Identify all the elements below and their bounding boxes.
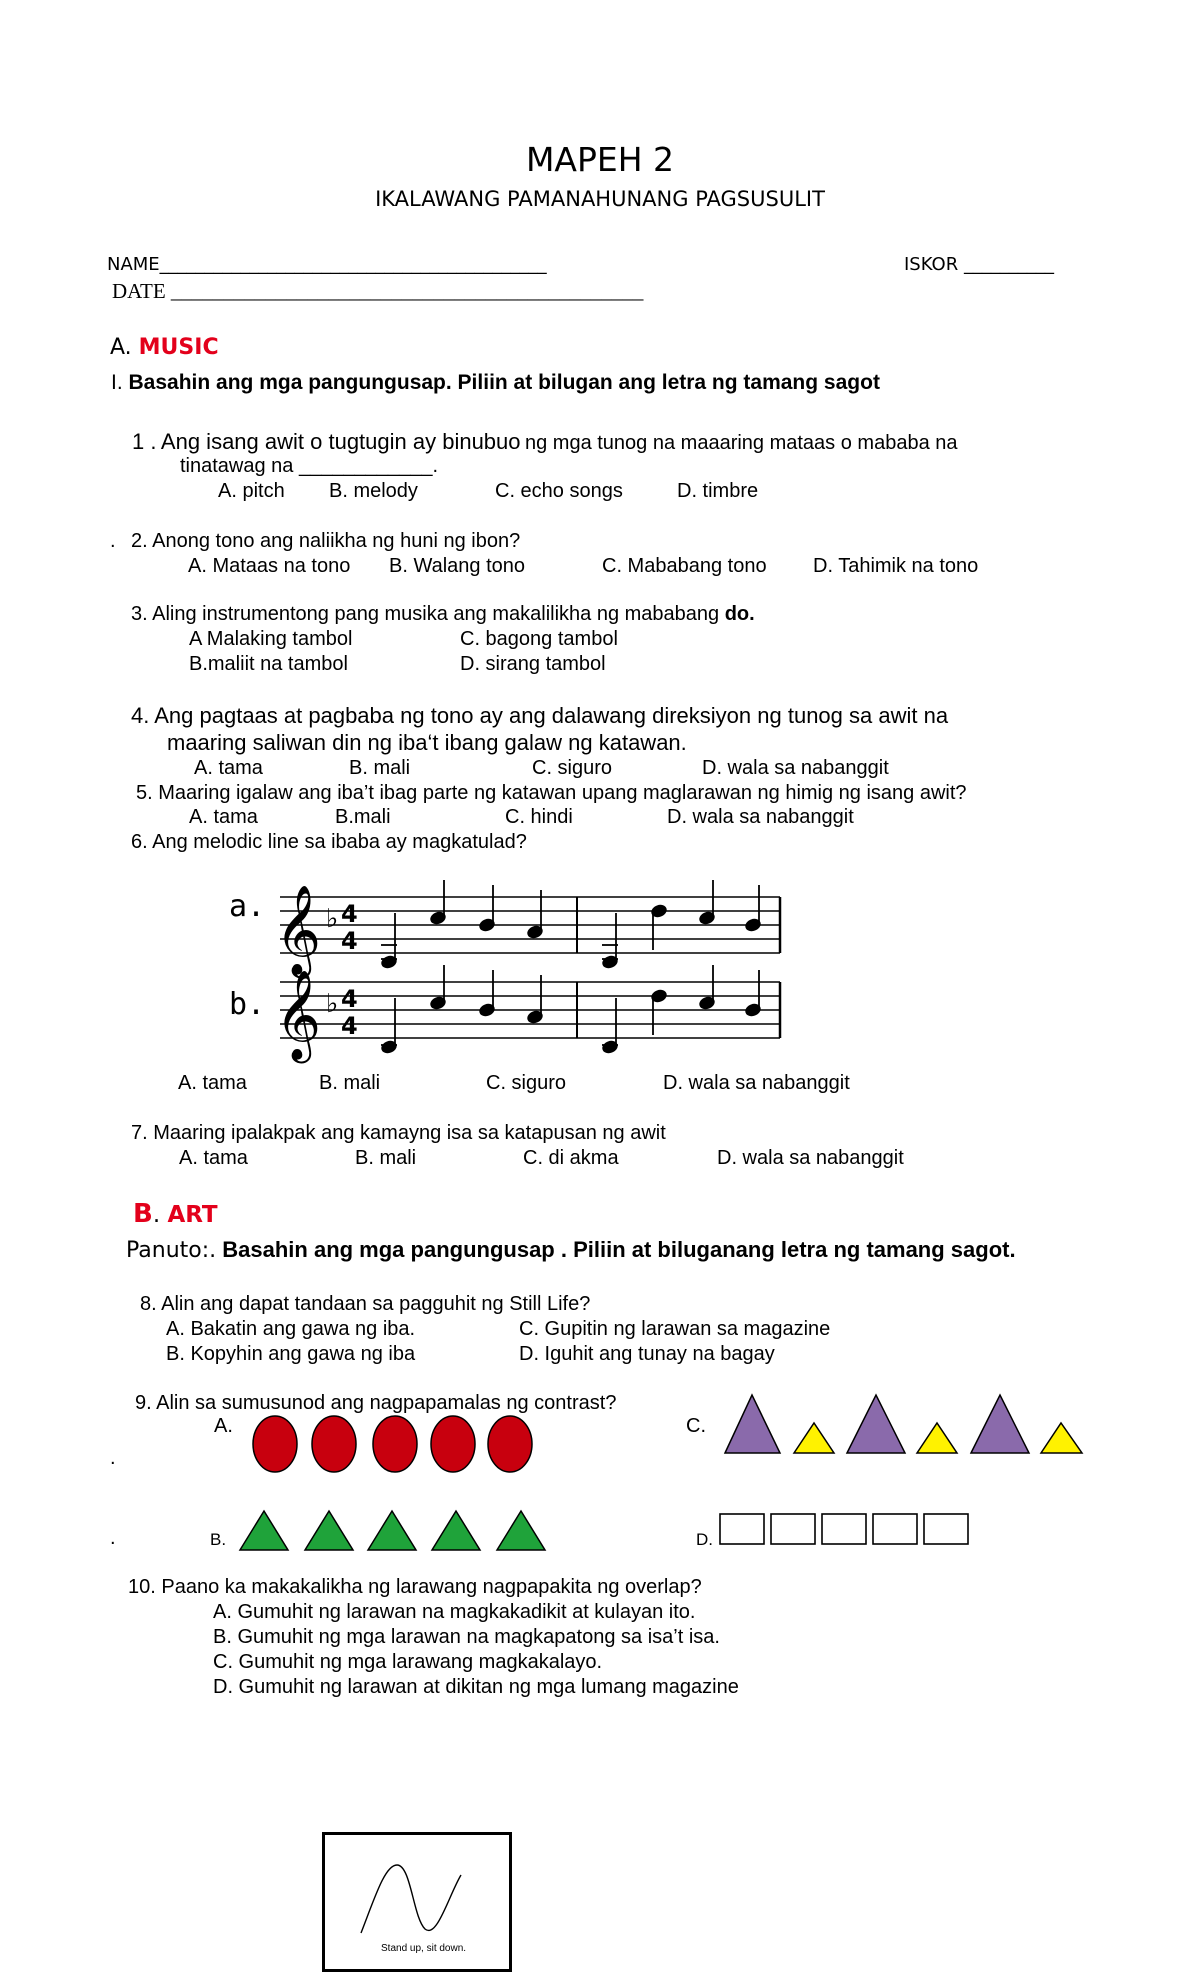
q9-label-d[interactable]: D. xyxy=(696,1530,713,1549)
empty-square xyxy=(720,1514,764,1544)
q6-choice-b[interactable]: B. mali xyxy=(319,1072,381,1094)
q9-text: 9. Alin sa sumusunod ang nagpapamalas ng contrast? xyxy=(135,1392,617,1414)
q9-margin-dot-1: . xyxy=(110,1447,116,1469)
melodic-line-figure xyxy=(225,880,790,1065)
q7-text: 7. Maaring ipalakpak ang kamayng isa sa katapusan ng awit xyxy=(131,1122,666,1144)
q4-choice-c[interactable]: C. siguro xyxy=(532,757,613,779)
q5-choice-a[interactable]: A. tama xyxy=(189,806,258,828)
q8-choice-c[interactable]: C. Gupitin ng larawan sa magazine xyxy=(519,1318,831,1340)
q3-bold-word: do. xyxy=(724,603,755,625)
q2-choice-a[interactable]: A. Mataas na tono xyxy=(188,555,351,577)
question-1 xyxy=(132,429,958,455)
q3-choice-a[interactable]: A Malaking tambol xyxy=(189,628,353,650)
name-field[interactable]: NAME___________________________________________ xyxy=(107,254,547,275)
time-sig-b-top: 4 xyxy=(341,985,358,1013)
q3-text xyxy=(131,603,755,626)
q7-choice-b[interactable]: B. mali xyxy=(355,1147,417,1169)
time-sig-a-bottom: 4 xyxy=(341,927,358,955)
q6-text: 6. Ang melodic line sa ibaba ay magkatulad? xyxy=(131,831,527,853)
q1-text-a: Ang isang awit o tugtugin ay binubuo xyxy=(160,429,521,454)
q4-text-b: maaring saliwan din ng iba‘t ibang galaw ng katawan. xyxy=(167,730,687,755)
q3-text-main: 3. Aling instrumentong pang musika ang makalilikha ng mababang xyxy=(131,603,720,625)
q5-choice-d[interactable]: D. wala sa nabanggit xyxy=(667,806,854,828)
q1-choice-d[interactable]: D. timbre xyxy=(677,480,759,502)
red-oval xyxy=(253,1416,297,1472)
art-instruction-text: Basahin ang mga pangungusap . Piliin at biluganang letra ng tamang sagot. xyxy=(222,1237,1016,1262)
empty-square xyxy=(822,1514,866,1544)
purple-triangle xyxy=(725,1395,780,1453)
instruction-number: I. xyxy=(111,371,123,394)
green-triangle xyxy=(240,1511,288,1550)
green-triangle xyxy=(432,1511,480,1550)
red-oval xyxy=(431,1416,475,1472)
purple-triangle xyxy=(971,1395,1029,1453)
q3-choice-c[interactable]: C. bagong tambol xyxy=(460,628,618,650)
q5-choice-c[interactable]: C. hindi xyxy=(505,806,573,828)
q9-label-c[interactable]: C. xyxy=(686,1415,706,1437)
green-triangle xyxy=(497,1511,545,1550)
q2-text: 2. Anong tono ang naliikha ng huni ng ibon? xyxy=(131,530,521,552)
page-subtitle: IKALAWANG PAMANAHUNANG PAGSUSULIT xyxy=(375,187,825,211)
page-title: MAPEH 2 xyxy=(525,140,675,179)
yellow-triangle xyxy=(917,1423,957,1453)
red-oval xyxy=(488,1416,532,1472)
q10-choice-b[interactable]: B. Gumuhit ng mga larawan na magkapatong sa isa’t isa. xyxy=(213,1626,720,1648)
q9-option-d-squares[interactable] xyxy=(718,1512,978,1548)
q9-option-a-ovals[interactable] xyxy=(248,1413,538,1477)
q10-choice-c[interactable]: C. Gumuhit ng mga larawang magkakalayo. xyxy=(213,1651,603,1673)
staff-b-label: b. xyxy=(229,987,266,1022)
music-letter: A. xyxy=(110,335,132,360)
staff-a-label: a. xyxy=(229,889,266,924)
art-dot: . xyxy=(152,1202,161,1228)
wave-image-box xyxy=(322,1832,512,1972)
q3-choice-d[interactable]: D. sirang tambol xyxy=(460,653,606,675)
score-field[interactable]: ISKOR __________ xyxy=(904,254,1054,275)
q6-choice-c[interactable]: C. siguro xyxy=(486,1072,567,1094)
empty-square xyxy=(924,1514,968,1544)
q9-label-a[interactable]: A. xyxy=(214,1415,233,1437)
art-section-heading xyxy=(133,1199,218,1229)
q7-choice-a[interactable]: A. tama xyxy=(179,1147,248,1169)
music-section-heading xyxy=(110,335,219,360)
flat-icon-b: ♭ xyxy=(326,989,339,1019)
q8-choice-b[interactable]: B. Kopyhin ang gawa ng iba xyxy=(166,1343,416,1365)
art-letter: B xyxy=(133,1199,153,1229)
instruction-text: Basahin ang mga pangungusap. Piliin at bilugan ang letra ng tamang sagot xyxy=(128,371,880,394)
art-instruction xyxy=(126,1237,1016,1263)
q10-choice-d[interactable]: D. Gumuhit ng larawan at dikitan ng mga lumang magazine xyxy=(213,1676,739,1698)
q9-option-b-triangles[interactable] xyxy=(236,1504,556,1554)
q1-choice-a[interactable]: A. pitch xyxy=(218,480,285,502)
music-label: MUSIC xyxy=(138,335,219,360)
art-label: ART xyxy=(167,1202,218,1228)
empty-square xyxy=(873,1514,917,1544)
q10-text: 10. Paano ka makakalikha ng larawang nagpapakita ng overlap? xyxy=(128,1576,702,1598)
treble-clef-icon-b: 𝄞 xyxy=(275,970,322,1060)
red-oval xyxy=(373,1416,417,1472)
music-instruction xyxy=(111,371,880,395)
q2-choice-b[interactable]: B. Walang tono xyxy=(389,555,526,577)
q2-choice-c[interactable]: C. Mababang tono xyxy=(602,555,767,577)
q8-text: 8. Alin ang dapat tandaan sa pagguhit ng Still Life? xyxy=(140,1293,591,1315)
q2-margin-dot: . xyxy=(110,530,116,552)
q9-margin-dot-2: . xyxy=(110,1527,116,1549)
q2-choice-d[interactable]: D. Tahimik na tono xyxy=(813,555,979,577)
q6-choice-d[interactable]: D. wala sa nabanggit xyxy=(663,1072,850,1094)
q4-text-a: 4. Ang pagtaas at pagbaba ng tono ay ang dalawang direksiyon ng tunog sa awit na xyxy=(131,703,949,728)
q4-choice-a[interactable]: A. tama xyxy=(194,757,263,779)
q4-choice-b[interactable]: B. mali xyxy=(349,757,411,779)
art-instruction-lead: Panuto:. xyxy=(126,1238,217,1263)
yellow-triangle xyxy=(1041,1423,1082,1453)
time-sig-a-top: 4 xyxy=(341,900,358,928)
q1-choice-b[interactable]: B. melody xyxy=(329,480,418,502)
q9-option-c-triangles[interactable] xyxy=(720,1390,1090,1458)
treble-clef-icon-a: 𝄞 xyxy=(275,885,322,975)
date-field[interactable]: DATE _____________________________________________ xyxy=(112,279,644,303)
empty-square xyxy=(771,1514,815,1544)
q8-choice-d[interactable]: D. Iguhit ang tunay na bagay xyxy=(519,1343,775,1365)
q5-choice-b[interactable]: B.mali xyxy=(335,806,391,828)
q9-label-b[interactable]: B. xyxy=(210,1530,227,1549)
q8-choice-a[interactable]: A. Bakatin ang gawa ng iba. xyxy=(166,1318,416,1340)
q1-choice-c[interactable]: C. echo songs xyxy=(495,480,623,502)
q7-choice-c[interactable]: C. di akma xyxy=(523,1147,619,1169)
q1-text-c: tinatawag na ____________. xyxy=(180,455,439,477)
purple-triangle xyxy=(847,1395,905,1453)
q1-number: 1 . xyxy=(132,429,157,454)
green-triangle xyxy=(368,1511,416,1550)
yellow-triangle xyxy=(794,1423,834,1453)
q3-choice-b[interactable]: B.maliit na tambol xyxy=(189,653,348,675)
q4-choice-d[interactable]: D. wala sa nabanggit xyxy=(702,757,889,779)
green-triangle xyxy=(305,1511,353,1550)
q5-text: 5. Maaring igalaw ang iba’t ibag parte ng katawan upang maglarawan ng himig ng isang awit? xyxy=(136,782,967,804)
flat-icon-a: ♭ xyxy=(326,904,339,934)
wave-caption: Stand up, sit down. xyxy=(381,1943,467,1954)
red-oval xyxy=(312,1416,356,1472)
q1-text-b: ng mga tunog na maaaring mataas o mababa na xyxy=(524,432,958,454)
q6-choice-a[interactable]: A. tama xyxy=(178,1072,247,1094)
q10-choice-a[interactable]: A. Gumuhit ng larawan na magkakadikit at kulayan ito. xyxy=(213,1601,696,1623)
q7-choice-d[interactable]: D. wala sa nabanggit xyxy=(717,1147,904,1169)
time-sig-b-bottom: 4 xyxy=(341,1012,358,1040)
